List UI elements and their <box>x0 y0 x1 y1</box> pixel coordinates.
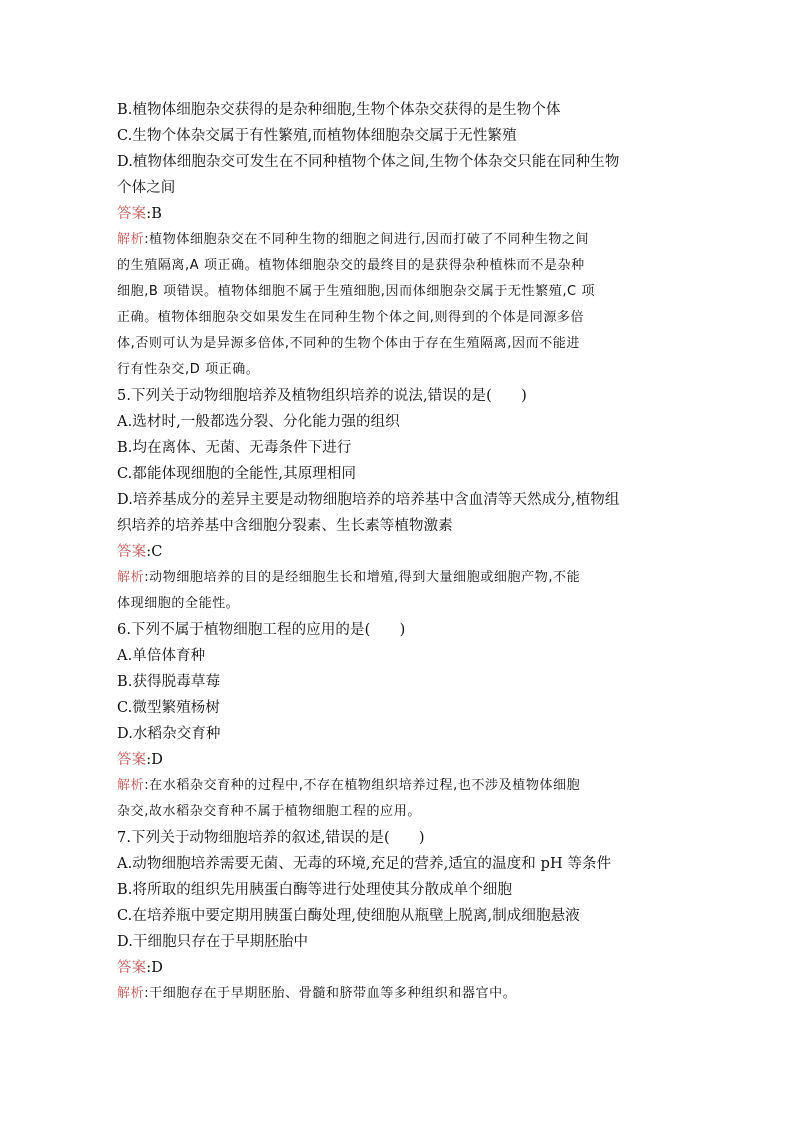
q4-explanation-line5: 体,否则可认为是异源多倍体,不同种的生物个体由于存在生殖隔离,因而不能进 <box>117 336 580 351</box>
q6-stem: 6.下列不属于植物细胞工程的应用的是( ) <box>117 622 406 638</box>
q4-explain-label: 解析 <box>117 232 145 247</box>
q6-explanation-line1: 解析:在水稻杂交育种的过程中,不存在植物组织培养过程,也不涉及植物体细胞 <box>117 778 581 793</box>
q5-option-c: C.都能体现细胞的全能性,其原理相同 <box>117 466 357 482</box>
q4-answer-label: 答案 <box>117 206 147 222</box>
q7-explanation-line1: 解析:干细胞存在于早期胚胎、骨髓和脐带血等多种组织和器官中。 <box>117 986 517 1001</box>
q6-explanation <box>117 773 677 825</box>
q7-option-b: B.将所取的组织先用胰蛋白酶等进行处理使其分散成单个细胞 <box>117 882 513 898</box>
q5-answer-value: :C <box>146 544 163 560</box>
q7-explanation <box>117 981 677 1007</box>
q4-option-b: B.植物体细胞杂交获得的是杂种细胞,生物个体杂交获得的是生物个体 <box>117 102 561 118</box>
q5-explanation-line1: 解析:动物细胞培养的目的是经细胞生长和增殖,得到大量细胞或细胞产物,不能 <box>117 570 581 585</box>
q4-option-c: C.生物个体杂交属于有性繁殖,而植物体细胞杂交属于无性繁殖 <box>117 128 517 144</box>
q4-explanation-line2: 的生殖隔离,A 项正确。植物体细胞杂交的最终目的是获得杂种植株而不是杂种 <box>117 258 585 273</box>
q7-option-c: C.在培养瓶中要定期用胰蛋白酶处理,使细胞从瓶壁上脱离,制成细胞悬液 <box>117 908 580 924</box>
q5-option-d-line2: 织培养的培养基中含细胞分裂素、生长素等植物激素 <box>117 518 453 534</box>
q6-answer-value: :D <box>146 752 163 768</box>
q5-explanation <box>117 565 677 617</box>
q6-option-b: B.获得脱毒草莓 <box>117 674 221 690</box>
q4-explanation-line6: 行有性杂交,D 项正确。 <box>117 362 260 377</box>
q6-option-a: A.单倍体育种 <box>117 648 206 664</box>
q5-option-b: B.均在离体、无菌、无毒条件下进行 <box>117 440 352 456</box>
q7-option-d: D.干细胞只存在于早期胚胎中 <box>117 934 309 950</box>
q4-answer <box>117 201 677 227</box>
q5-option-d-line1: D.培养基成分的差异主要是动物细胞培养的培养基中含血清等天然成分,植物组 <box>117 492 620 508</box>
q4-explanation-line4: 正确。植物体细胞杂交如果发生在同种生物个体之间,则得到的个体是同源多倍 <box>117 310 585 325</box>
q4-answer-value: :B <box>146 206 162 222</box>
q4-explanation-line1: 解析:植物体细胞杂交在不同种生物的细胞之间进行,因而打破了不同种生物之间 <box>117 232 590 247</box>
q7-answer-label: 答案 <box>117 960 147 976</box>
q7-explain-label: 解析 <box>117 986 145 1001</box>
q6-option-d: D.水稻杂交育种 <box>117 726 221 742</box>
q5-stem: 5.下列关于动物细胞培养及植物组织培养的说法,错误的是( ) <box>117 388 527 404</box>
q6-option-c: C.微型繁殖杨树 <box>117 700 220 716</box>
q7-option-a: A.动物细胞培养需要无菌、无毒的环境,充足的营养,适宜的温度和 pH 等条件 <box>117 856 612 872</box>
document-page <box>117 97 677 1007</box>
q6-explanation-line2: 杂交,故水稻杂交育种不属于植物细胞工程的应用。 <box>117 804 421 819</box>
q5-option-a: A.选材时,一般都选分裂、分化能力强的组织 <box>117 414 400 430</box>
q4-explanation <box>117 227 677 383</box>
q4-option-d-line1: D.植物体细胞杂交可发生在不同种植物个体之间,生物个体杂交只能在同种生物 <box>117 154 620 170</box>
q6-answer-label: 答案 <box>117 752 147 768</box>
q7-answer <box>117 955 677 981</box>
q7-answer-value: :D <box>146 960 163 976</box>
q6-answer <box>117 747 677 773</box>
q5-answer-label: 答案 <box>117 544 147 560</box>
q5-explain-label: 解析 <box>117 570 145 585</box>
q4-option-d-line2: 个体之间 <box>117 180 176 196</box>
q6-explain-label: 解析 <box>117 778 145 793</box>
q5-answer <box>117 539 677 565</box>
q7-stem: 7.下列关于动物细胞培养的叙述,错误的是( ) <box>117 830 425 846</box>
q5-explanation-line2: 体现细胞的全能性。 <box>117 596 240 611</box>
q4-explanation-line3: 细胞,B 项错误。植物体细胞不属于生殖细胞,因而体细胞杂交属于无性繁殖,C 项 <box>117 284 596 299</box>
